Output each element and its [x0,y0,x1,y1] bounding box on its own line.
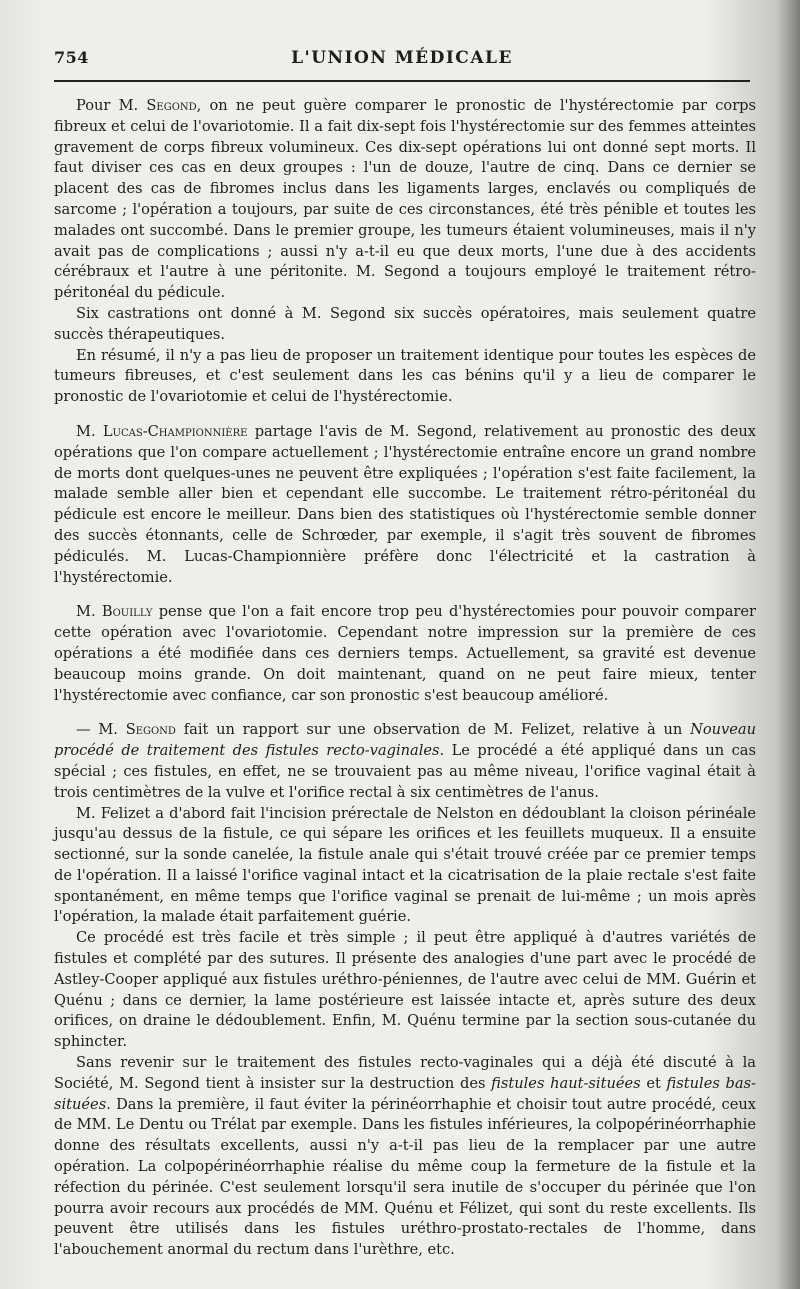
paragraph-fistula-types: Sans revenir sur le traitement des fistules recto-vaginales qui a déjà été discuté à la Société, M. Segond tient à insister sur la destruction des fistules haut-situées et fistules bas-situées. Dans la première, il faut éviter la périnéorrhaphie et choisir tout autre procédé, ceux de MM. Le Dentu ou Trélat par exemple. Dans les fistules inférieures, la colpopérinéorrhaphie donne des résultats excellents, aussi n'y a-t-il pas lieu de la remplacer par une autre opération. La colpopérinéorrhaphie réalise du même coup la fermeture de la fistule et la réfection du périnée. C'est seulement lorsqu'il sera inutile de s'occuper du périnée que l'on pourra avoir recours aux procédés de MM. Quénu et Félizet, qui sont du reste excellents. Ils peuvent être utilisés dans les fistules uréthro-prostato-rectales de l'homme, dans l'abouchement anormal du rectum dans l'urèthre, etc. [54,1054,756,1259]
paragraph-felizet-procedure: M. Felizet a d'abord fait l'incision prérectale de Nelston en dédoublant la cloison périnéale jusqu'au dessus de la fistule, ce qui sépare les orifices et les feuillets muqueux. Il a ensuite sectionné, sur la sonde canelée, la fistule anale qui s'était trouvé créée par ce premier temps de l'opération. Il a laissé l'orifice vaginal intact et la cicatrisation de la plaie rectale s'est faite spontanément, en même temps que l'orifice vaginal se prenait de lui-même ; un mois après l'opération, la malade était parfaitement guérie. [54,804,756,926]
italic-term: fistules haut-situées [491,1074,641,1092]
paragraph-procedure-simplicity: Ce procédé est très facile et très simple ; il peut être appliqué à d'autres variétés de fistules et complété par des sutures. Il présente des analogies d'une part avec le procédé de Astley-Cooper appliqué aux fistules uréthro-péniennes, de l'autre avec celui de MM. Guérin et Quénu ; dans ce dernier, la lame postérieure est laissée intacte et, après suture des deux orifices, on draine le dédoublement. Enfin, M. Quénu termine par la section sous-cutanée du sphincter. [54,929,756,1051]
speaker-name: Lucas-Championnière [102,422,248,440]
paragraph-castrations: Six castrations ont donné à M. Segond six succès opératoires, mais seulement quatre succès thérapeutiques. [54,304,756,343]
paragraph-summary: En résumé, il n'y a pas lieu de proposer un traitement identique pour toutes les espèces de tumeurs fibreuses, et c'est seulement dans les cas bénins qu'il y a lieu de comparer le pronostic de l'ovariotomie et celui de l'hystérectomie. [54,346,756,406]
paragraph-segond-hysterectomy: Pour M. Segond, on ne peut guère comparer le pronostic de l'hystérectomie par corps fibreux et celui de l'ovariotomie. Il a fait dix-sept fois l'hystérectomie sur des femmes atteintes gravement de corps fibreux volumineux. Ces dix-sept opérations lui ont donné sept morts. Il faut diviser ces cas en deux groupes : l'un de douze, l'autre de cinq. Dans ce dernier se placent des cas de fibromes inclus dans les ligaments larges, enclavés ou compliqués de sarcome ; l'opération a toujours, par suite de ces circonstances, été très pénible et toutes les malades ont succombé. Dans le premier groupe, les tumeurs étaient volumineuses, mais il n'y avait pas de complications ; aussi n'y a-t-il eu que deux morts, l'une due à des accidents cérébraux et l'autre à une péritonite. M. Segond a toujours employé le traitement rétro-péritonéal du pédicule. [54,97,756,302]
paragraph-lucas-championniere: M. Lucas-Championnière partage l'avis de M. Segond, relativement au pronostic des deux opérations que l'on compare actuellement ; l'hystérectomie entraîne encore un grand nombre de morts dont quelques-unes ne peuvent être expliquées ; l'opération s'est faite facilement, la malade semble aller bien et cependant elle succombe. Le traitement rétro-péritonéal du pédicule est encore le meilleur. Dans bien des statistiques où l'hystérectomie semble donner des succès étonnants, celle de Schrœder, par exemple, il s'agit très souvent de fibromes pédiculés. M. Lucas-Championnière préfère donc l'électricité et la castration à l'hystérectomie. [54,422,756,586]
page-number: 754 [54,48,89,67]
paragraph-bouilly: M. Bouilly pense que l'on a fait encore trop peu d'hystérectomies pour pouvoir comparer cette opération avec l'ovariotomie. Cependant notre impression sur la première de ces opérations a été modifiée dans ces derniers temps. Actuellement, sa gravité est devenue beaucoup moins grande. On doit maintenant, quand on ne peut faire mieux, tenter l'hystérectomie avec confiance, car son pronostic s'est beaucoup amélioré. [54,603,756,704]
speaker-name: Bouilly [101,603,153,621]
article-body [54,96,756,1261]
speaker-name: Segond [146,97,197,114]
running-title: L'UNION MÉDICALE [291,48,513,68]
procedure-title: Nouveau procédé de traitement des fistules recto-vaginales [54,721,756,760]
page-header [54,48,750,82]
speaker-name: Segond [125,721,176,739]
paragraph-felizet-report: — M. Segond fait un rapport sur une observation de M. Felizet, relative à un Nouveau procédé de traitement des fistules recto-vaginales. Le procédé a été appliqué dans un cas spécial ; ces fistules, en effet, ne se trouvaient pas au même niveau, l'orifice vaginal était à trois centimètres de la vulve et l'orifice rectal à six centimètres de l'anus. [54,721,757,801]
italic-term: fistules bas-situées [54,1074,756,1113]
